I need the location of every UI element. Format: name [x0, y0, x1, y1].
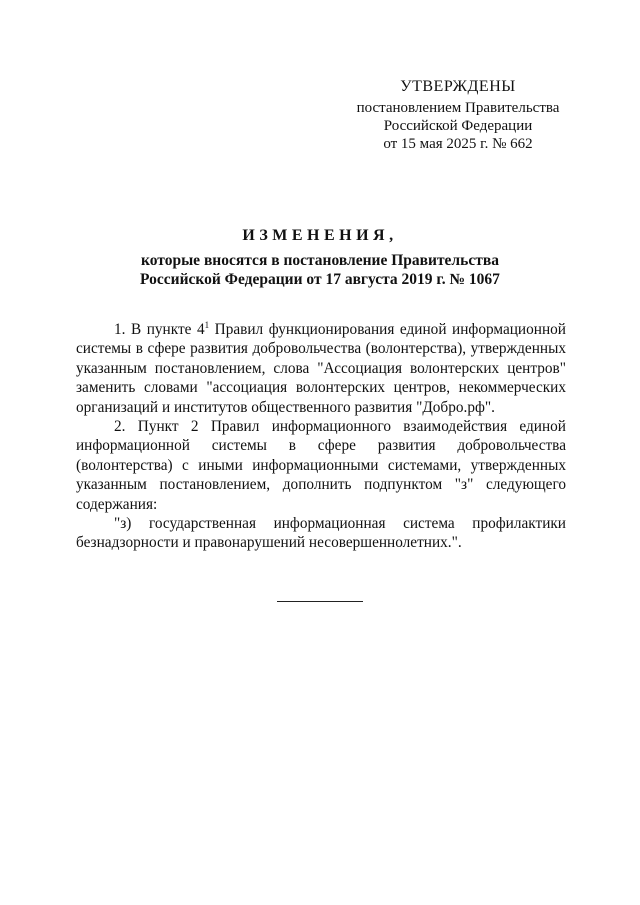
closing-divider-line [277, 601, 363, 602]
paragraph-3: "з) государственная информационная система профилактики безнадзорности и правонарушений несовершеннолетних.". [76, 515, 566, 552]
document-subtitle [60, 251, 580, 289]
approval-line-1: постановлением Правительства [356, 100, 560, 116]
subtitle-line-1: которые вносятся в постановление Правительства [141, 252, 499, 269]
paragraph-1-rest: Правил функционирования единой информационной системы в сфере развития добровольчества (волонтерства), утвержденных указанным постановлением, слова "Ассоциация волонтерских центров" заменить словами "ассоциация волонтерских центров, некоммерческих организаций и институтов общественного развития "Добро.рф". [76, 321, 566, 416]
paragraph-1 [76, 320, 566, 417]
approval-line-2: Российской Федерации [383, 118, 533, 134]
paragraph-1-start: 1. В пункте 4 [114, 321, 205, 338]
paragraph-1-superscript: 1 [204, 320, 210, 330]
approval-heading: УТВЕРЖДЕНЫ [400, 78, 516, 95]
paragraph-2: 2. Пункт 2 Правил информационного взаимодействия единой информационной системы в сфере развития добровольчества (волонтерства) с иными информационными системами, утвержденных указанным постановлением, дополнить подпунктом "з" следующего содержания: [76, 418, 566, 513]
approval-stamp-block [340, 78, 576, 153]
document-body [76, 320, 566, 553]
document-title: ИЗМЕНЕНИЯ, [242, 227, 398, 244]
approval-line-3: от 15 мая 2025 г. № 662 [383, 136, 533, 152]
subtitle-line-2: Российской Федерации от 17 августа 2019 г. № 1067 [140, 271, 500, 288]
